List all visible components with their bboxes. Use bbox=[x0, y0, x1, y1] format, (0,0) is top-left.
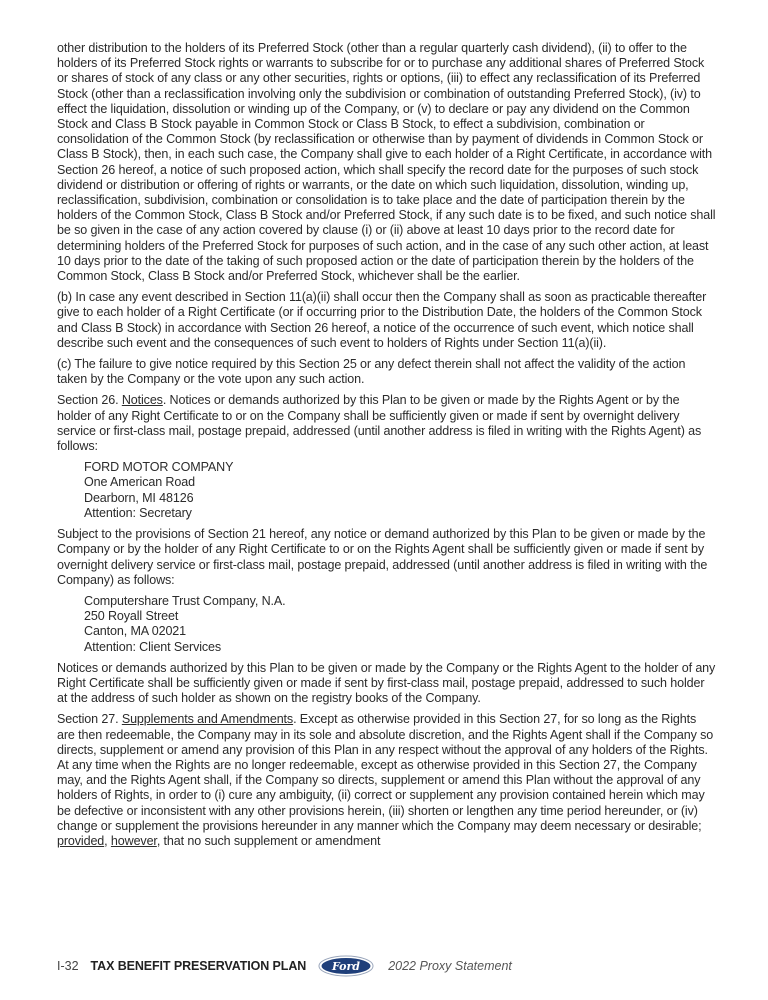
provided-term: provided bbox=[57, 833, 105, 848]
rights-agent-address bbox=[84, 594, 717, 655]
address-line: 250 Royall Street bbox=[84, 609, 179, 624]
section-27-text: . Except as otherwise provided in this Section 27, for so long as the Rights are then redeemable, the Company may in its sole and absolute discretion, and the Rights Agent shall if the Company so directs, supplement or amend any provision of this Plan in any respect without the approval of any holders of the Rights. At any time when the Rights are no longer redeemable, except as otherwise provided in this Section 27, the Company may, and the Rights Agent shall, if the Company so directs, supplement or amend this Plan without the approval of any holders of Rights, in order to (i) cure any ambiguity, (ii) correct or supplement any provision contained herein which may be defective or inconsistent with any other provisions herein, (iii) shorten or lengthen any time period hereunder, or (iv) change or supplement the provisions hereunder in any manner which the Company may deem necessary or desirable; bbox=[57, 712, 714, 833]
address-line: Computershare Trust Company, N.A. bbox=[84, 593, 286, 608]
however-term: however bbox=[110, 833, 157, 848]
ford-logo-icon bbox=[318, 955, 374, 977]
rights-agent-notice-paragraph: Subject to the provisions of Section 21 hereof, any notice or demand authorized by this Plan to be given or made by the Company or by the holder of any Right Certificate to or on the Rights Agent shall be sufficiently given or made if sent by overnight delivery service or first-class mail, postage prepaid, addressed (until another address is filed in writing with the Company) as follows: bbox=[57, 527, 708, 587]
address-line: FORD MOTOR COMPANY bbox=[84, 460, 234, 475]
section-26-prefix: Section 26. bbox=[57, 393, 122, 408]
section-27-tail: , that no such supplement or amendment bbox=[156, 833, 381, 848]
page-number: I-32 bbox=[57, 959, 79, 973]
paragraph-25a-continued: other distribution to the holders of its Preferred Stock (other than a regular quarterly cash dividend), (ii) to offer to the holders of its Preferred Stock rights or warrants to subscribe for or to purchase any additional shares of Preferred Stock or shares of stock of any class or any other securities, rights or options, (iii) to effect any reclassification of its Preferred Stock (other than a reclassification involving only the subdivision or combination of outstanding Preferred Stock), (iv) to effect the liquidation, dissolution or winding up of the Company, or (v) to declare or pay any dividend on the Common Stock and Class B Stock payable in Common Stock or Class B Stock, to effect a subdivision, combination or consolidation of the Common Stock (by reclassification or otherwise than by payment of dividends in Common Stock or Class B Stock), then, in each such case, the Company shall give to each holder of a Right Certificate, in accordance with Section 26 hereof, a notice of such proposed action, which shall specify the record date for the purposes of such stock dividend or distribution or offering of rights or warrants, or the date on which such liquidation, dissolution, winding up, reclassification, subdivision, combination or consolidation is to take place and the date of participation therein by the holders of the Common Stock, Class B Stock and/or Preferred Stock, if any such date is to be fixed, and such notice shall be so given in the case of any action covered by clause (i) or (ii) above at least 10 days prior to the record date for determining holders of the Preferred Stock for purposes of such action, and in the case of any such other action, at least 10 days prior to the date of the taking of such proposed action or the date of participation therein by the holders of the Common Stock, Class B Stock and/or Preferred Stock, whichever shall be the earlier. bbox=[57, 41, 716, 284]
logo-text: Ford bbox=[332, 960, 361, 973]
section-27-prefix: Section 27. bbox=[57, 712, 122, 727]
ford-oval-icon bbox=[318, 955, 374, 977]
section-26-text: . Notices or demands authorized by this Plan to be given or made by the Rights Agent or by the holder of any Right Certificate to or on the Company shall be sufficiently given or made if sent by overnight delivery service or first-class mail, postage prepaid, addressed (until another address is filed in writing with the Rights Agent) as follows: bbox=[57, 393, 702, 454]
address-line: One American Road bbox=[84, 475, 195, 490]
comma: , bbox=[104, 833, 111, 848]
section-26-heading: Notices bbox=[121, 393, 163, 408]
section-27-paragraph bbox=[57, 712, 717, 849]
section-title: TAX BENEFIT PRESERVATION PLAN bbox=[90, 959, 307, 973]
paragraph-25c: (c) The failure to give notice required by this Section 25 or any defect therein shall not affect the validity of the action taken by the Company or the vote upon any such action. bbox=[57, 357, 686, 387]
address-line: Attention: Secretary bbox=[84, 505, 192, 520]
paragraph-25b: (b) In case any event described in Section 11(a)(ii) shall occur then the Company shall as soon as practicable thereafter give to each holder of a Right Certificate (or if occurring prior to the Distribution Date, the holders of the Common Stock and Class B Stock) in accordance with Section 26 hereof, a notice of the occurrence of such event, which notice shall describe such event and the consequences of such event to holders of Rights under Section 11(a)(ii). bbox=[57, 290, 707, 350]
document-body bbox=[57, 41, 717, 855]
address-line: Canton, MA 02021 bbox=[84, 624, 187, 639]
publication-name: 2022 Proxy Statement bbox=[388, 959, 512, 973]
company-address bbox=[84, 460, 717, 521]
section-27-heading: Supplements and Amendments bbox=[121, 712, 294, 727]
section-26-paragraph bbox=[57, 393, 717, 454]
address-line: Attention: Client Services bbox=[84, 639, 222, 654]
address-line: Dearborn, MI 48126 bbox=[84, 490, 194, 505]
page-footer bbox=[57, 956, 512, 976]
holder-notice-paragraph: Notices or demands authorized by this Plan to be given or made by the Company or the Rights Agent to the holder of any Right Certificate shall be sufficiently given or made if sent by first-class mail, postage prepaid, addressed to such holder at the address of such holder as shown on the registry books of the Company. bbox=[57, 660, 716, 706]
